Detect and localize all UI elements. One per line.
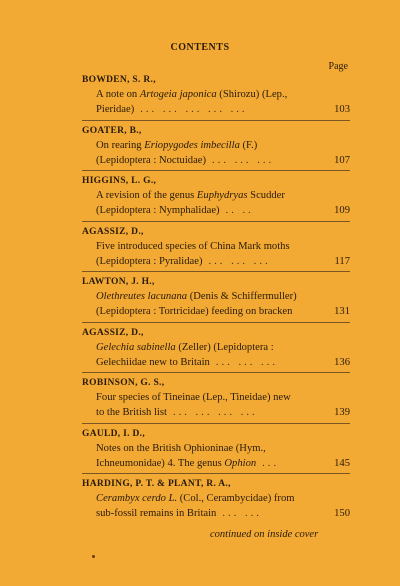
- title-text: A revision of the genus: [96, 190, 197, 201]
- entry-title-line: [82, 188, 350, 203]
- entry-page-number: 139: [334, 407, 350, 418]
- contents-entry: [82, 175, 350, 218]
- title-text: A note on: [96, 89, 140, 100]
- leader-dots: ... ... ...: [212, 154, 275, 166]
- entry-title-line: [82, 254, 350, 269]
- entry-title-line: [82, 239, 350, 254]
- title-text: Pieridae): [96, 104, 135, 115]
- title-text: (Denis & Schiffermuller): [187, 291, 297, 302]
- entry-author: LAWTON, J. H.,: [82, 277, 155, 287]
- species-name: Euphydryas: [196, 190, 248, 201]
- species-name: Eriopygodes imbecilla: [144, 139, 240, 151]
- entry-page-number: 150: [334, 508, 350, 519]
- title-text: (Lepidoptera : Pyralidae): [96, 255, 203, 267]
- entry-title-line: [82, 153, 350, 168]
- species-name: Olethreutes lacunana: [96, 291, 188, 302]
- leader-dots: .. ..: [225, 205, 254, 216]
- entry-title-line: [82, 87, 350, 102]
- entry-author: AGASSIZ, D.,: [82, 226, 144, 237]
- entry-page-number: 109: [334, 205, 350, 216]
- leader-dots: ... ... ...: [208, 255, 271, 267]
- leader-dots: ... ... ... ...: [172, 407, 258, 418]
- leader-dots: ... ... ... ... ...: [140, 104, 248, 115]
- entry-title-line: [82, 340, 350, 355]
- contents-entry: [82, 226, 350, 269]
- entry-title-line: [82, 138, 350, 153]
- entry-title-line: [82, 203, 350, 218]
- entry-separator: [82, 423, 350, 424]
- species-name: Artogeia japonica: [139, 89, 217, 100]
- species-name: Ophion: [224, 457, 257, 469]
- entry-separator: [82, 322, 350, 323]
- entry-title-line: [82, 456, 350, 471]
- entry-title-line: [82, 441, 350, 456]
- title-text: (Col., Cerambycidae) from: [177, 493, 295, 504]
- entry-author: HIGGINS, L. G.,: [82, 176, 157, 186]
- entry-separator: [82, 271, 350, 272]
- entry-separator: [82, 170, 350, 171]
- entry-page-number: 103: [334, 104, 350, 115]
- title-text: (Shirozu) (Lep.,: [216, 89, 288, 100]
- entry-title-line: [82, 355, 350, 370]
- title-text: (Lepidoptera : Noctuidae): [96, 154, 207, 166]
- contents-entry: [82, 74, 350, 117]
- species-name: Gelechia sabinella: [96, 341, 176, 353]
- entry-separator: [82, 372, 350, 373]
- title-text: On rearing: [96, 139, 145, 151]
- entry-separator: [82, 221, 350, 222]
- entry-title-line: [82, 102, 350, 117]
- page-column-heading: Page: [328, 61, 348, 72]
- title-text: Five introduced species of China Mark moths: [96, 240, 290, 252]
- contents-title: CONTENTS: [170, 42, 230, 53]
- title-text: sub-fossil remains in Britain: [96, 508, 217, 519]
- entry-author: AGASSIZ, D.,: [82, 327, 144, 338]
- entry-author: ROBINSON, G. S.,: [82, 378, 165, 388]
- continued-note: continued on inside cover: [210, 529, 319, 540]
- entry-page-number: 107: [334, 154, 350, 166]
- contents-entry: [82, 327, 350, 370]
- entry-page-number: 131: [334, 306, 350, 317]
- contents-entry: [82, 377, 350, 420]
- title-text: Scudder: [247, 190, 285, 201]
- entry-title-line: [82, 304, 350, 319]
- title-text: Notes on the British Ophioninae (Hym.,: [96, 442, 266, 454]
- print-speck: [92, 555, 95, 558]
- entry-separator: [82, 120, 350, 121]
- title-text: (Lepidoptera : Nymphalidae): [96, 205, 220, 216]
- entry-title-line: [82, 506, 350, 521]
- title-text: Four species of Tineinae (Lep., Tineidae) new: [96, 392, 291, 403]
- entry-page-number: 117: [334, 255, 350, 267]
- leader-dots: ... ...: [222, 508, 262, 519]
- entry-title-line: [82, 491, 350, 506]
- entry-author: GOATER, B.,: [82, 125, 142, 136]
- entry-separator: [82, 473, 350, 474]
- title-text: (Zeller) (Lepidoptera :: [175, 341, 274, 353]
- entry-title-line: [82, 289, 350, 304]
- title-text: Gelechiidae new to Britain: [96, 356, 210, 368]
- title-text: to the British list: [96, 407, 167, 418]
- title-text: (F.): [239, 139, 258, 151]
- entry-author: BOWDEN, S. R.,: [82, 75, 156, 85]
- contents-entry: [82, 276, 350, 319]
- entry-page-number: 145: [334, 457, 350, 469]
- contents-entry: [82, 478, 350, 521]
- contents-entry: [82, 125, 350, 168]
- entry-title-line: [82, 405, 350, 420]
- entry-page-number: 136: [334, 356, 350, 368]
- title-text: Ichneumonidae) 4. The genus: [96, 457, 225, 469]
- title-text: (Lepidoptera : Tortricidae) feeding on bracken: [96, 306, 293, 317]
- leader-dots: ... ... ...: [215, 356, 278, 368]
- leader-dots: ...: [262, 457, 280, 469]
- contents-entry: [82, 428, 350, 471]
- species-name: Cerambyx cerdo L.: [96, 493, 178, 504]
- entry-author: HARDING, P. T. & PLANT, R. A.,: [82, 479, 231, 489]
- entry-title-line: [82, 390, 350, 405]
- entry-author: GAULD, I. D.,: [82, 428, 146, 439]
